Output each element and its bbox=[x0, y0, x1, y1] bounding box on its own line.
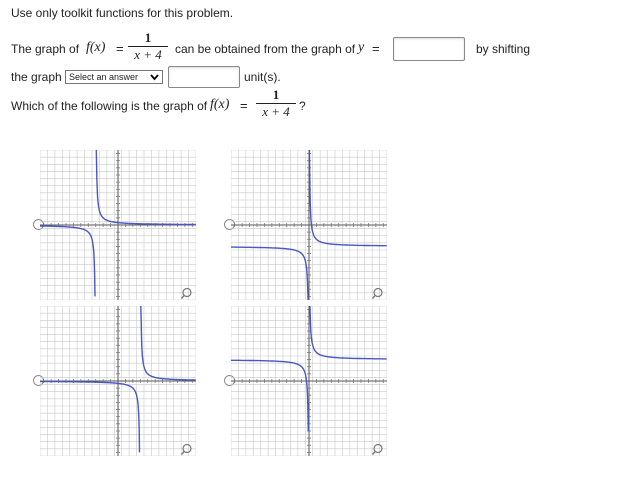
question-f-of-x-label: f(x) bbox=[210, 97, 230, 112]
choice-d-graph[interactable] bbox=[231, 306, 387, 456]
choice-a-graph[interactable] bbox=[40, 150, 196, 300]
choice-a-zoom-icon[interactable] bbox=[180, 287, 194, 301]
question-mark: ? bbox=[299, 99, 306, 113]
units-label: unit(s). bbox=[244, 70, 281, 84]
question-fraction bbox=[256, 88, 296, 119]
fraction-1-over-x-plus-4 bbox=[128, 31, 168, 62]
shift-units-input[interactable] bbox=[168, 66, 240, 88]
choice-b-zoom-icon[interactable] bbox=[371, 287, 385, 301]
sentence2-prefix: the graph bbox=[11, 70, 62, 84]
sentence1-prefix: The graph of bbox=[11, 42, 80, 56]
question-equals-sign: = bbox=[240, 98, 248, 113]
curve-right-branch bbox=[141, 306, 196, 380]
choice-c-zoom-icon[interactable] bbox=[180, 443, 194, 457]
f-of-x-label: f(x) bbox=[86, 40, 106, 55]
toolkit-function-input[interactable] bbox=[393, 37, 465, 61]
direction-select[interactable] bbox=[65, 70, 163, 84]
chevron-down-icon bbox=[150, 74, 159, 81]
y-label: y bbox=[358, 40, 365, 55]
question-fraction-numerator: 1 bbox=[272, 87, 280, 102]
equals-sign: = bbox=[116, 41, 124, 56]
curve-right-branch bbox=[309, 306, 386, 359]
curve-left-branch bbox=[231, 247, 308, 300]
fraction-numerator: 1 bbox=[144, 30, 152, 45]
choice-d-zoom-icon[interactable] bbox=[371, 443, 385, 457]
fraction-denominator: x + 4 bbox=[134, 47, 162, 62]
sentence1-suffix: by shifting bbox=[476, 42, 531, 56]
curve-right-branch bbox=[96, 150, 196, 225]
question-text: Which of the following is the graph of bbox=[11, 99, 208, 113]
y-equals-sign: = bbox=[372, 41, 380, 56]
direction-select-value: Select an answer bbox=[69, 72, 139, 82]
choice-c-graph[interactable] bbox=[40, 306, 196, 456]
instruction-text: Use only toolkit functions for this problem. bbox=[11, 6, 234, 20]
choice-b-graph[interactable] bbox=[231, 150, 387, 300]
question-fraction-denominator: x + 4 bbox=[262, 104, 290, 119]
sentence1-middle: can be obtained from the graph of bbox=[175, 42, 356, 56]
